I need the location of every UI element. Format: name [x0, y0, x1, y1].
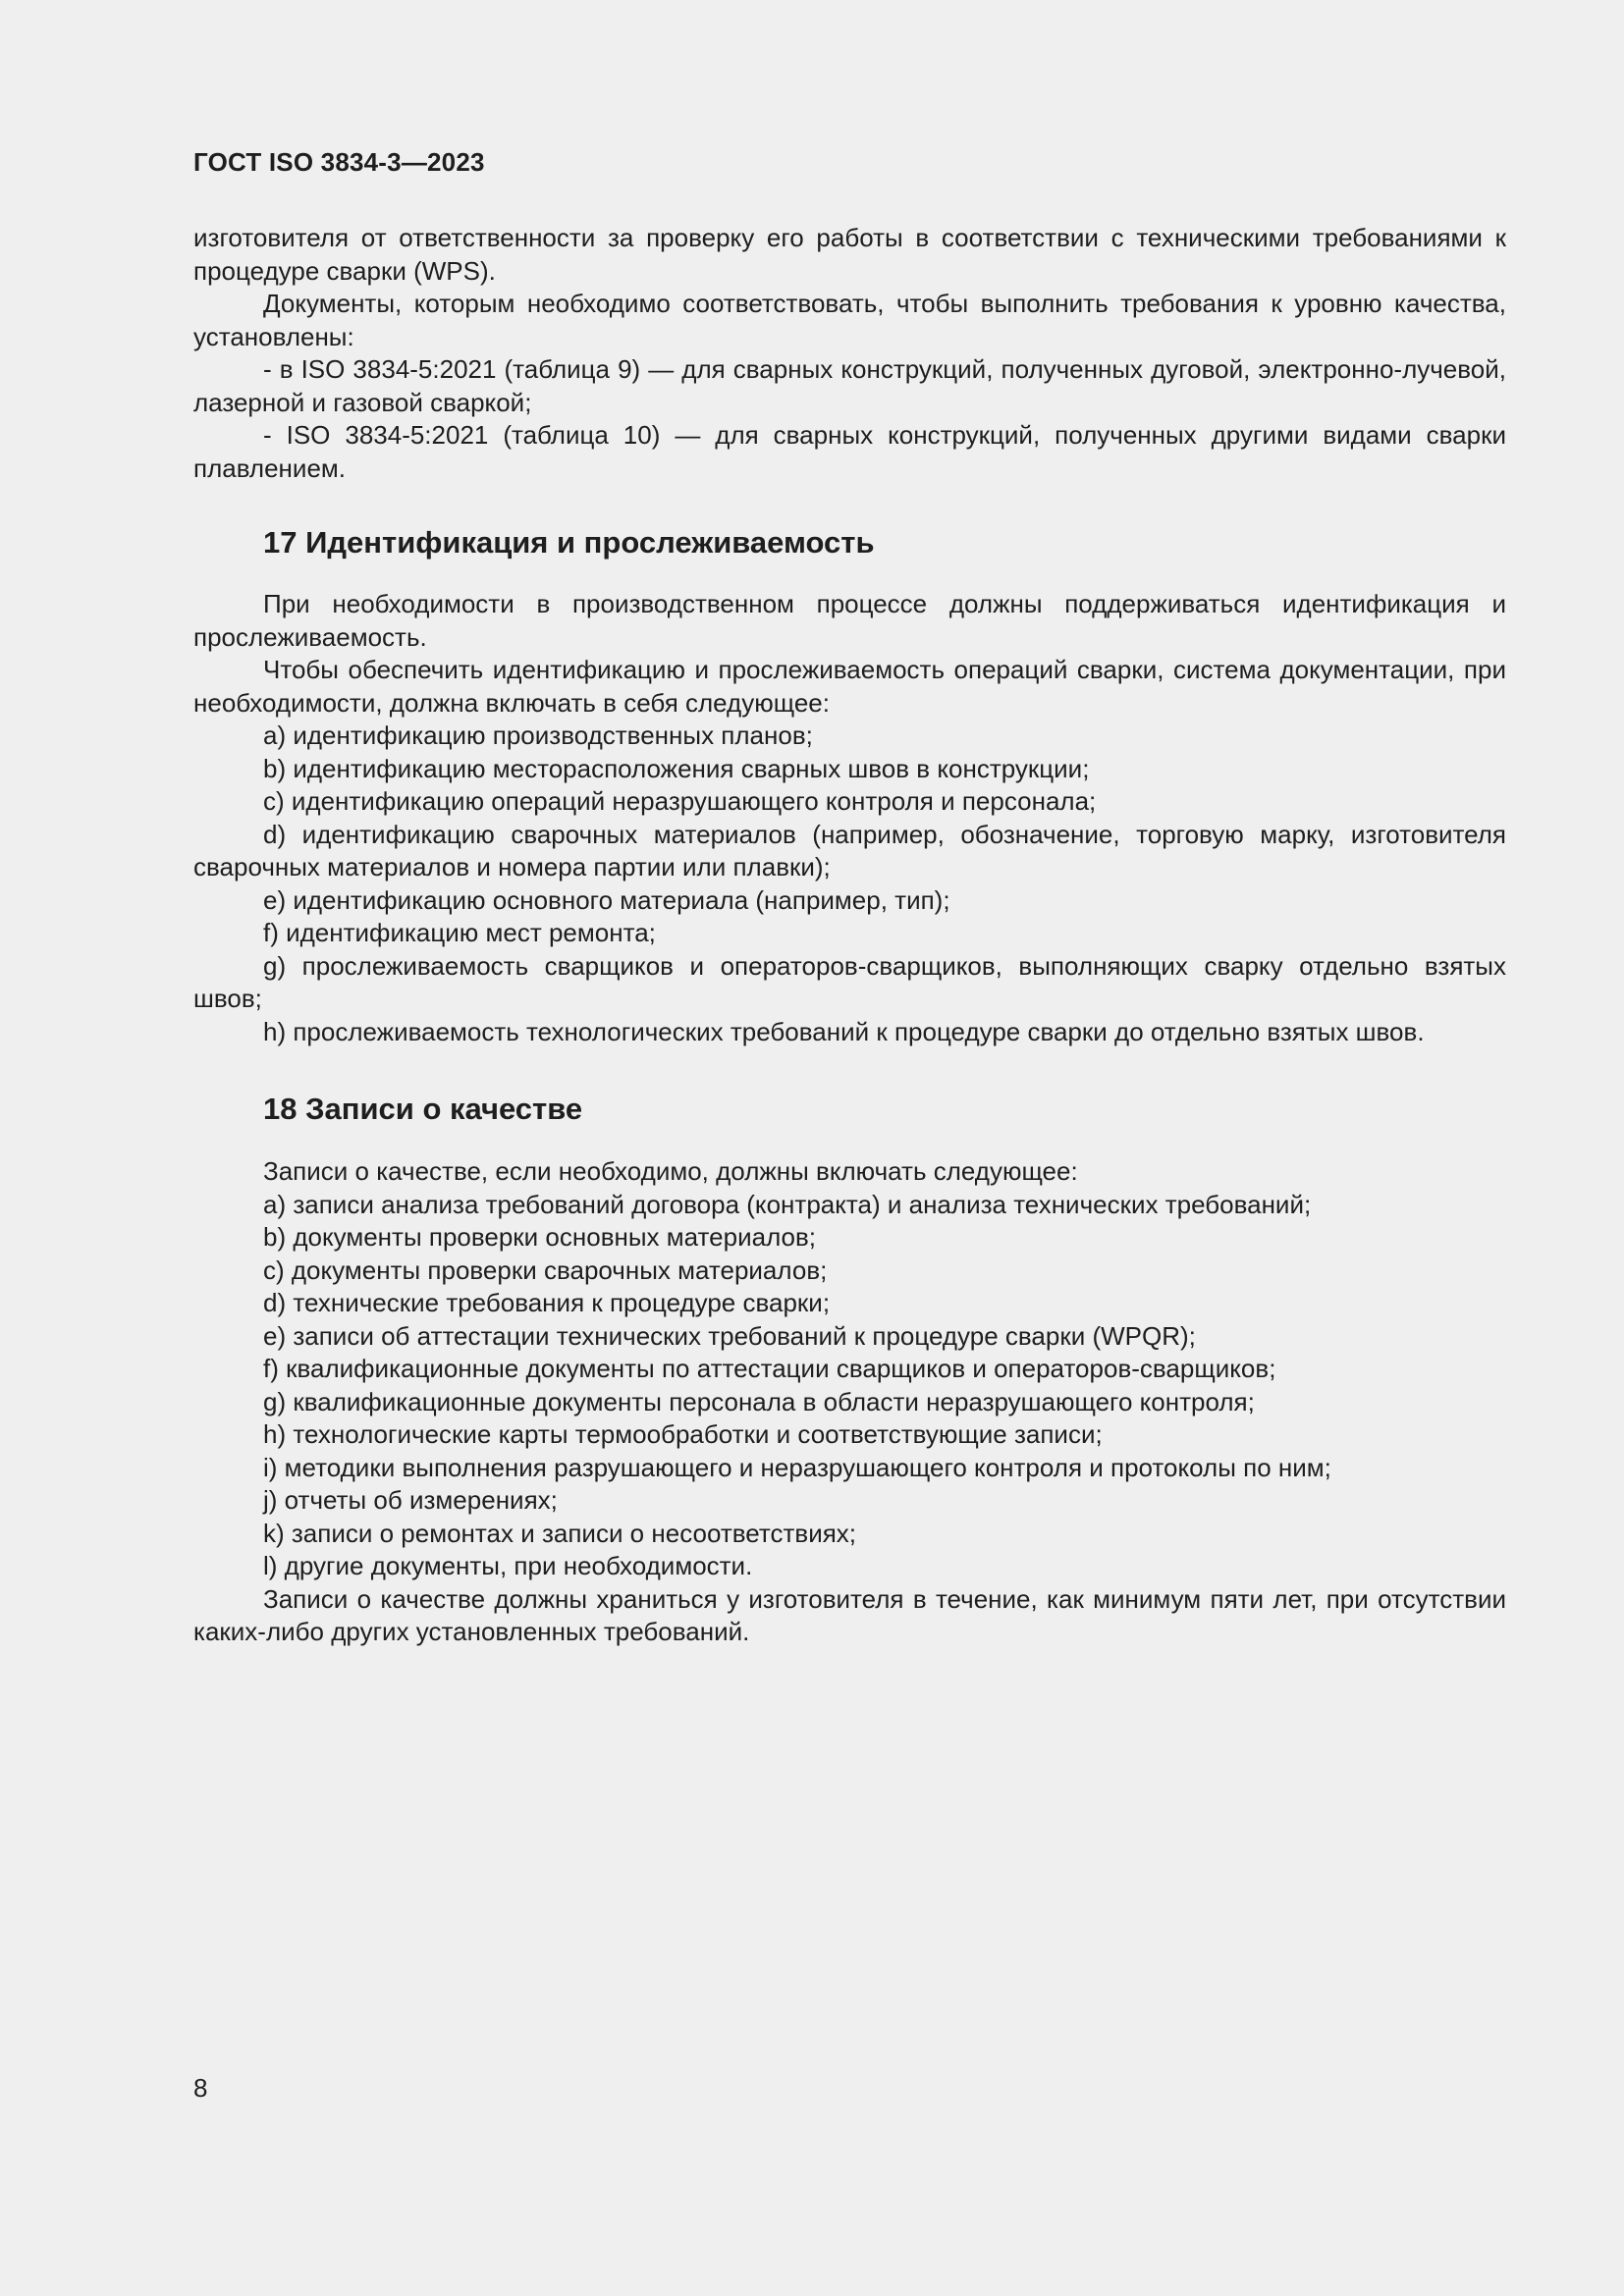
document-page [193, 0, 1506, 2296]
paragraph: При необходимости в производственном процессе должны поддерживаться идентификация и прослеживаемость. [193, 589, 1506, 652]
list-item: b) документы проверки основных материалов; [263, 1222, 817, 1252]
list-item: b) идентификацию месторасположения сварных швов в конструкции; [263, 753, 1090, 783]
paragraph: изготовителя от ответственности за проверку его работы в соответствии с техническими требованиями к процедуре сварки (WPS). [193, 223, 1506, 286]
list-item: а) идентификацию производственных планов; [263, 721, 813, 750]
list-item: g) прослеживаемость сварщиков и операторов-сварщиков, выполняющих сварку отдельно взятых швов; [193, 950, 1506, 1013]
paragraph: - ISO 3834-5:2021 (таблица 10) — для сварных конструкций, полученных другими видами сварки плавлением. [193, 420, 1506, 483]
list-item: d) идентификацию сварочных материалов (например, обозначение, торговую марку, изготовителя сварочных материалов и номера партии или плавки); [193, 819, 1506, 881]
paragraph: Записи о качестве должны храниться у изготовителя в течение, как минимум пяти лет, при отсутствии каких-либо других установленных требований. [193, 1583, 1506, 1646]
document-body [193, 222, 1506, 1649]
list-item: е) записи об аттестации технических требований к процедуре сварки (WPQR); [263, 1320, 1196, 1351]
section-heading-18: 18 Записи о качестве [263, 1092, 583, 1126]
list-item: k) записи о ремонтах и записи о несоответствиях; [263, 1518, 857, 1548]
paragraph: Чтобы обеспечить идентификацию и прослеживаемость операций сварки, система документации, при необходимости, должна включать в себя следующее: [193, 655, 1506, 718]
list-item: h) технологические карты термообработки и соответствующие записи; [263, 1419, 1103, 1449]
paragraph: Документы, которым необходимо соответствовать, чтобы выполнить требования к уровню качества, установлены: [193, 289, 1506, 351]
list-item: с) документы проверки сварочных материалов; [263, 1255, 828, 1285]
list-item: g) квалификационные документы персонала в области неразрушающего контроля; [263, 1386, 1255, 1416]
page-number: 8 [193, 2073, 208, 2103]
list-item: е) идентификацию основного материала (например, тип); [263, 884, 950, 915]
list-item: d) технические требования к процедуре сварки; [263, 1288, 831, 1317]
paragraph: - в ISO 3834-5:2021 (таблица 9) — для сварных конструкций, полученных дуговой, электронно-лучевой, лазерной и газовой сваркой; [193, 354, 1506, 417]
paragraph: Записи о качестве, если необходимо, должны включать следующее: [263, 1156, 1078, 1186]
list-item: h) прослеживаемость технологических требований к процедуре сварки до отдельно взятых швов. [263, 1016, 1425, 1046]
section-heading-17: 17 Идентификация и прослеживаемость [263, 525, 875, 560]
list-item: а) записи анализа требований договора (контракта) и анализа технических требований; [263, 1189, 1312, 1219]
list-item: f) идентификацию мест ремонта; [263, 918, 656, 947]
list-item: i) методики выполнения разрушающего и неразрушающего контроля и протоколы по ним; [263, 1452, 1331, 1482]
list-item: j) отчеты об измерениях; [263, 1485, 558, 1515]
list-item: l) другие документы, при необходимости. [263, 1551, 753, 1580]
list-item: с) идентификацию операций неразрушающего контроля и персонала; [263, 786, 1097, 816]
document-code-header: ГОСТ ISO 3834-3—2023 [193, 147, 485, 177]
list-item: f) квалификационные документы по аттестации сварщиков и операторов-сварщиков; [263, 1354, 1276, 1383]
